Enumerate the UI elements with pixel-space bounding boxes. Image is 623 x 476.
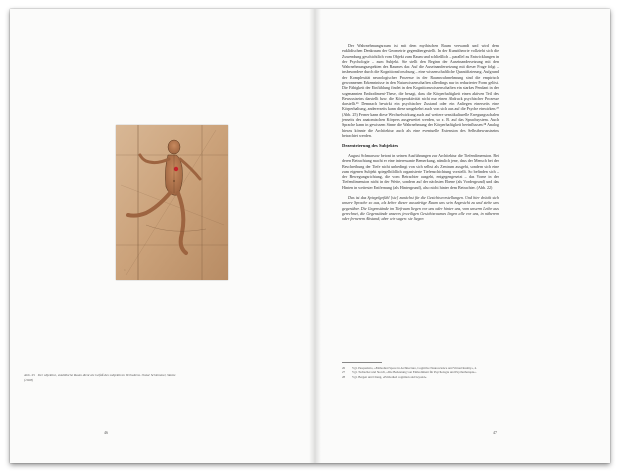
body-text — [342, 43, 499, 221]
footnote-text: Vgl. Pasqualotto, »Embodied Space in Architecture, Cognitive Neuroscience and Virtual Reality«, 4. — [352, 366, 477, 370]
footnote-number: 26 — [342, 366, 346, 370]
footnote-number: 27 — [342, 370, 346, 375]
right-page — [315, 9, 610, 463]
left-page — [10, 9, 315, 463]
left-page-number: 46 — [104, 430, 108, 435]
caption-number: Abb. 25 — [24, 373, 35, 377]
paragraph: Der Wahrnehmungsraum ist mit dem mythischen Raum verwandt und wird dem euklidischen Denkraum der Geometrie gegenübergestellt. In der Kunsttheorie vollzieht sich die Zuwendung geschichtlich vom Objekt zum Raum und schließlich – parallel zu Entwicklungen in der Psychologie – zum Subjekt. Sie stellt den Beginn der Auseinandersetzung mit den Wahrnehmungsaspekten des Raumes dar. Auf die Auseinandersetzung mit dieser Frage folgt – insbesondere durch die Kognitionsforschung – eine wissenschaftliche Quantifizierung. Aufgrund der Komplexität neurologischer Prozesse in der Raumwahrnehmung sind die empirisch gewonnenen Erkenntnisse in den Naturwissenschaften allerdings nur in reduzierter Form gelöst. Die Fähigkeit der Einfühlung findet in den Kognitionswissenschaften ein starkes Pendant in der sogenannten Embodiment-These, die besagt, dass die Körperhaftigkeit einen aktiven Teil des Bewusstseins darstellt bzw. die Körperaktivität nicht nur einen Abdruck psychischer Prozesse darstellt.²⁶ Demnach bewirkt ein psychischer Zustand oder ein Anliegen einerseits eine Körperhaltung, andererseits kann diese umgekehrt auch von sich aus auf die Psyche einwirken.²⁷ (Abb. 25) Ferner kann diese Wechselwirkung auch auf weitere sensitkulturelle Erregungsschalen jenseits des anatomischen Körpers ausgeweitet werden, so z. B. auf das Sprachsystem. Auch Sprache kann in gewissem Sinne die Wahrnehmung der Körperhaftigkeit beeinflussen.²⁸ Analog hierzu könnte die Architektur auch als eine eventuelle Extension des Selbstbewusstseins betrachtet werden. — [342, 43, 500, 138]
footnotes — [342, 362, 499, 379]
footnote — [342, 375, 499, 379]
block-quote: Das ist das Spiegelgefühl [sic] zunächst für die Gesichtsvorstellungen. Und hier drückt sich unsere Sprache so aus, als kehre dieser auswärtige Raum uns sein Angesicht zu und stehe uns gegenüber. Die Gegenstände im Tiefraum liegen vor uns oder hinter uns, vom unserm Leibe aus gerechnet, die Gegenstände unseres jeweiligen Gesichtsraumes liegen alle vor uns, in näherem oder fernerem Abstand; aber wir sagen: sie liegen — [342, 195, 499, 222]
footnote-text: Vgl. Bergen und Chang, »Embodied cognition and beyond«. — [352, 374, 428, 379]
caption-text: Der objektive, euklidische Raum dient als Gefäß des subjektiven Verhaltens. Oskar Schlemmer, Skizze (1928) — [24, 373, 176, 382]
book-spread — [10, 9, 610, 463]
footnote-rule — [342, 362, 382, 363]
schlemmer-figure-image — [116, 125, 228, 280]
paragraph: August Schmarsow betont in seinen Ausführungen zur Architektur die Tiefendimension. Bei deren Betrachtung macht er eine interessante Bemerkung, nämlich jene, dass der Mensch bei der Beschreibung der Tiefe nicht unbedingt von sich selbst als Zentrum ausgeht, sondern sich eine zum eigenen Subjekt spiegelbildlich organisierte Tiefenschichtung vorstellt. So befinden sich – der Bewegungsrichtung, die vom Betrachter ausgeht, entgegengesetzt – das Vorne in der Tiefendimension nicht in der Weite, sondern auf der nächsten Ebene (als Vordergrund) und das Hinten in weitester Entfernung (als Hintergrund), also nicht hinter dem Betrachter. (Abb. 22) — [342, 153, 499, 190]
footnote-number: 28 — [342, 374, 346, 379]
footnote-text: Vgl. Tschacher und Storch, »Die Bedeutung von Embodiment für Psychologie und Psychotherapie«. — [352, 370, 477, 375]
section-heading: Dezentrierung des Subjektes — [342, 143, 399, 149]
svg-text:~: ~ — [124, 268, 126, 272]
right-page-number: 47 — [493, 430, 497, 435]
figure-caption — [24, 373, 184, 382]
running-figure-illustration — [116, 125, 228, 280]
